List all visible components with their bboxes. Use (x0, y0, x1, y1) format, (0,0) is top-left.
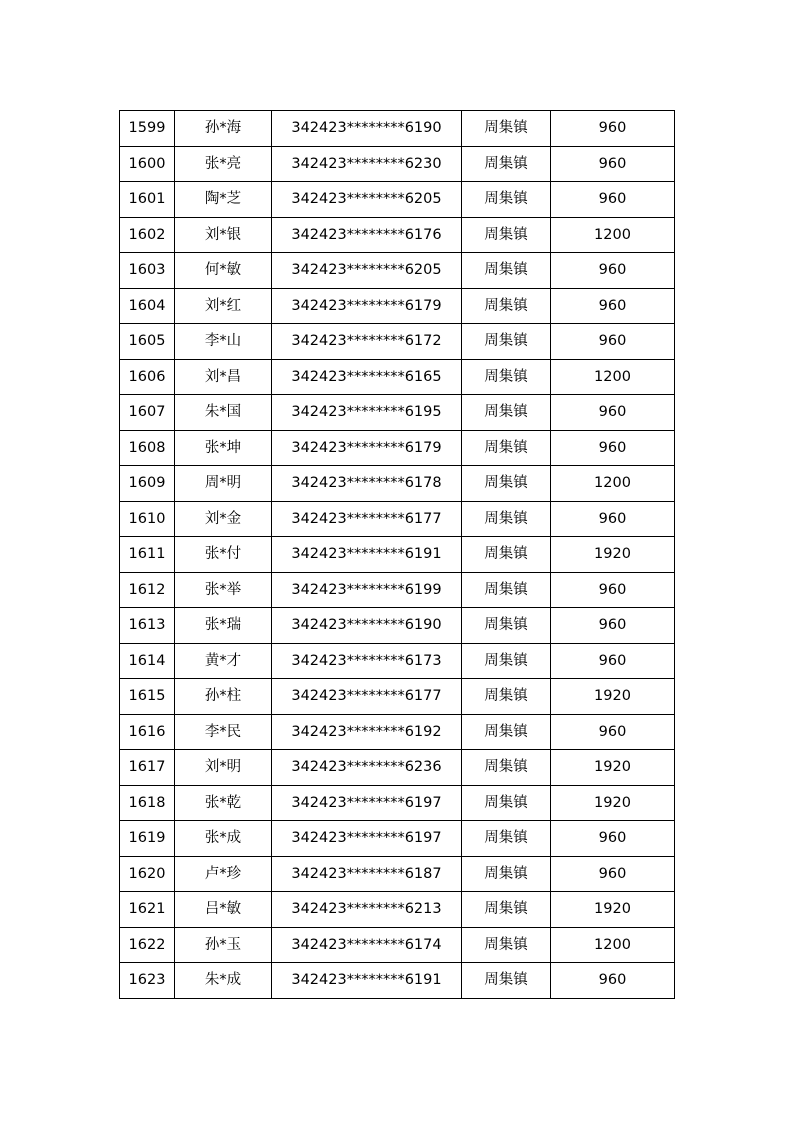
cell-amount: 1200 (551, 466, 675, 502)
cell-amount: 1920 (551, 892, 675, 928)
cell-town: 周集镇 (462, 785, 551, 821)
cell-town: 周集镇 (462, 714, 551, 750)
table-row (120, 750, 675, 786)
cell-id-number: 342423********6205 (272, 253, 462, 289)
cell-name: 何*敏 (175, 253, 272, 289)
cell-name: 吕*敏 (175, 892, 272, 928)
table-row (120, 466, 675, 502)
cell-amount: 1920 (551, 750, 675, 786)
table-row (120, 927, 675, 963)
cell-town: 周集镇 (462, 856, 551, 892)
cell-amount: 960 (551, 395, 675, 431)
cell-amount: 1920 (551, 537, 675, 573)
cell-id-number: 342423********6178 (272, 466, 462, 502)
cell-name: 刘*银 (175, 217, 272, 253)
cell-serial-number: 1602 (120, 217, 175, 253)
cell-serial-number: 1613 (120, 608, 175, 644)
cell-amount: 960 (551, 111, 675, 147)
cell-id-number: 342423********6179 (272, 288, 462, 324)
cell-town: 周集镇 (462, 537, 551, 573)
table-row (120, 501, 675, 537)
table-row (120, 430, 675, 466)
cell-serial-number: 1599 (120, 111, 175, 147)
cell-amount: 960 (551, 572, 675, 608)
table-row (120, 182, 675, 218)
cell-id-number: 342423********6191 (272, 963, 462, 999)
cell-name: 黄*才 (175, 643, 272, 679)
table-row (120, 608, 675, 644)
cell-id-number: 342423********6230 (272, 146, 462, 182)
cell-id-number: 342423********6197 (272, 785, 462, 821)
cell-id-number: 342423********6177 (272, 679, 462, 715)
cell-name: 孙*玉 (175, 927, 272, 963)
cell-serial-number: 1607 (120, 395, 175, 431)
cell-serial-number: 1611 (120, 537, 175, 573)
cell-amount: 960 (551, 608, 675, 644)
cell-amount: 1200 (551, 927, 675, 963)
cell-town: 周集镇 (462, 253, 551, 289)
table-row (120, 892, 675, 928)
cell-name: 李*山 (175, 324, 272, 360)
cell-serial-number: 1615 (120, 679, 175, 715)
cell-id-number: 342423********6165 (272, 359, 462, 395)
cell-serial-number: 1604 (120, 288, 175, 324)
cell-id-number: 342423********6177 (272, 501, 462, 537)
table-row (120, 714, 675, 750)
table-row (120, 785, 675, 821)
cell-name: 陶*芝 (175, 182, 272, 218)
cell-id-number: 342423********6190 (272, 608, 462, 644)
table-row (120, 288, 675, 324)
cell-id-number: 342423********6179 (272, 430, 462, 466)
cell-amount: 960 (551, 253, 675, 289)
cell-id-number: 342423********6172 (272, 324, 462, 360)
cell-id-number: 342423********6191 (272, 537, 462, 573)
cell-town: 周集镇 (462, 395, 551, 431)
table-row (120, 395, 675, 431)
cell-town: 周集镇 (462, 111, 551, 147)
cell-id-number: 342423********6195 (272, 395, 462, 431)
table-row (120, 537, 675, 573)
cell-town: 周集镇 (462, 430, 551, 466)
cell-id-number: 342423********6187 (272, 856, 462, 892)
cell-serial-number: 1622 (120, 927, 175, 963)
cell-serial-number: 1612 (120, 572, 175, 608)
cell-serial-number: 1616 (120, 714, 175, 750)
cell-serial-number: 1614 (120, 643, 175, 679)
cell-name: 刘*红 (175, 288, 272, 324)
cell-amount: 960 (551, 182, 675, 218)
cell-serial-number: 1620 (120, 856, 175, 892)
table-row (120, 324, 675, 360)
table-row (120, 111, 675, 147)
cell-name: 张*坤 (175, 430, 272, 466)
cell-serial-number: 1600 (120, 146, 175, 182)
cell-serial-number: 1601 (120, 182, 175, 218)
cell-id-number: 342423********6199 (272, 572, 462, 608)
cell-name: 刘*金 (175, 501, 272, 537)
cell-amount: 960 (551, 324, 675, 360)
cell-amount: 960 (551, 714, 675, 750)
cell-name: 李*民 (175, 714, 272, 750)
cell-id-number: 342423********6197 (272, 821, 462, 857)
cell-town: 周集镇 (462, 324, 551, 360)
cell-serial-number: 1609 (120, 466, 175, 502)
cell-id-number: 342423********6176 (272, 217, 462, 253)
cell-name: 朱*国 (175, 395, 272, 431)
cell-name: 张*瑞 (175, 608, 272, 644)
cell-serial-number: 1618 (120, 785, 175, 821)
cell-amount: 960 (551, 963, 675, 999)
table-row (120, 856, 675, 892)
table-row (120, 572, 675, 608)
cell-town: 周集镇 (462, 288, 551, 324)
cell-name: 张*举 (175, 572, 272, 608)
cell-name: 朱*成 (175, 963, 272, 999)
cell-id-number: 342423********6174 (272, 927, 462, 963)
table-row (120, 359, 675, 395)
cell-town: 周集镇 (462, 146, 551, 182)
cell-town: 周集镇 (462, 501, 551, 537)
cell-town: 周集镇 (462, 217, 551, 253)
cell-town: 周集镇 (462, 750, 551, 786)
cell-name: 张*乾 (175, 785, 272, 821)
cell-id-number: 342423********6173 (272, 643, 462, 679)
cell-amount: 960 (551, 288, 675, 324)
cell-amount: 1200 (551, 359, 675, 395)
cell-name: 刘*明 (175, 750, 272, 786)
roster-table (119, 110, 675, 999)
cell-amount: 1200 (551, 217, 675, 253)
cell-town: 周集镇 (462, 927, 551, 963)
cell-serial-number: 1603 (120, 253, 175, 289)
cell-town: 周集镇 (462, 821, 551, 857)
cell-id-number: 342423********6190 (272, 111, 462, 147)
cell-name: 张*亮 (175, 146, 272, 182)
cell-amount: 960 (551, 643, 675, 679)
cell-name: 张*付 (175, 537, 272, 573)
cell-name: 孙*海 (175, 111, 272, 147)
cell-town: 周集镇 (462, 359, 551, 395)
table-row (120, 821, 675, 857)
cell-amount: 960 (551, 856, 675, 892)
cell-serial-number: 1617 (120, 750, 175, 786)
table-row (120, 217, 675, 253)
cell-amount: 960 (551, 821, 675, 857)
cell-name: 孙*柱 (175, 679, 272, 715)
cell-id-number: 342423********6192 (272, 714, 462, 750)
cell-serial-number: 1621 (120, 892, 175, 928)
cell-town: 周集镇 (462, 572, 551, 608)
cell-amount: 960 (551, 430, 675, 466)
table-row (120, 253, 675, 289)
table-row (120, 963, 675, 999)
roster-body (120, 111, 675, 999)
table-row (120, 679, 675, 715)
cell-name: 张*成 (175, 821, 272, 857)
cell-town: 周集镇 (462, 643, 551, 679)
cell-amount: 1920 (551, 785, 675, 821)
cell-name: 刘*昌 (175, 359, 272, 395)
cell-amount: 1920 (551, 679, 675, 715)
cell-serial-number: 1605 (120, 324, 175, 360)
cell-serial-number: 1619 (120, 821, 175, 857)
cell-serial-number: 1606 (120, 359, 175, 395)
cell-serial-number: 1610 (120, 501, 175, 537)
cell-serial-number: 1608 (120, 430, 175, 466)
cell-id-number: 342423********6236 (272, 750, 462, 786)
cell-amount: 960 (551, 146, 675, 182)
table-row (120, 146, 675, 182)
cell-town: 周集镇 (462, 963, 551, 999)
cell-name: 卢*珍 (175, 856, 272, 892)
cell-town: 周集镇 (462, 892, 551, 928)
table-row (120, 643, 675, 679)
cell-serial-number: 1623 (120, 963, 175, 999)
cell-town: 周集镇 (462, 608, 551, 644)
cell-name: 周*明 (175, 466, 272, 502)
cell-town: 周集镇 (462, 466, 551, 502)
cell-town: 周集镇 (462, 182, 551, 218)
cell-town: 周集镇 (462, 679, 551, 715)
cell-amount: 960 (551, 501, 675, 537)
cell-id-number: 342423********6205 (272, 182, 462, 218)
cell-id-number: 342423********6213 (272, 892, 462, 928)
